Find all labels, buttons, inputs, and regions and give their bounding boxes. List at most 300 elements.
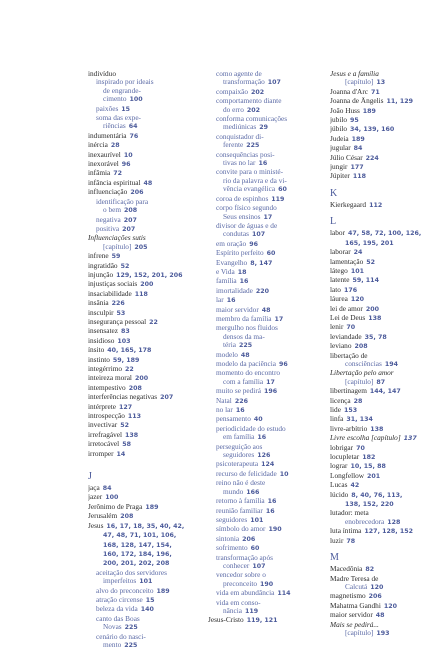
index-entry [330, 472, 434, 481]
entry-term: densos da ma- [223, 332, 265, 341]
index-entry [208, 287, 326, 296]
entry-term: ínsito [88, 346, 105, 355]
entry-page-numbers: 107 [267, 79, 281, 87]
index-entry [88, 327, 204, 336]
index-entry [330, 583, 434, 592]
entry-term: indumentária [88, 131, 127, 140]
entry-term: paixões [96, 104, 119, 113]
index-entry [88, 309, 204, 318]
entry-term: insensatez [88, 327, 118, 336]
entry-page-numbers: 13 [376, 79, 386, 87]
index-entry [330, 342, 434, 351]
entry-page-numbers: 140 [140, 606, 154, 614]
entry-page-numbers: 28 [353, 397, 363, 405]
index-entry [208, 315, 326, 324]
entry-term: linfa [330, 415, 344, 424]
index-entry [208, 97, 326, 105]
entry-term: do erro [223, 105, 244, 114]
index-entry [208, 268, 326, 277]
index-entry [208, 497, 326, 506]
index-entry [330, 565, 434, 574]
entry-term: Júlio César [330, 153, 363, 162]
entry-term: libertinagem [330, 387, 367, 396]
entry-term: mediúnicas [223, 123, 257, 132]
entry-page-numbers: 160, 172, 184, 196, [103, 550, 172, 558]
index-entry [88, 318, 204, 327]
index-entry [88, 216, 204, 225]
entry-page-numbers: 96 [121, 161, 131, 169]
entry-page-numbers: 83 [121, 328, 130, 336]
entry-term: Lucas [330, 481, 348, 490]
entry-page-numbers: 208 [124, 207, 138, 215]
index-entry [88, 623, 204, 632]
entry-page-numbers: 48 [375, 612, 385, 620]
entry-page-numbers: 168, 128, 147, 154, [103, 541, 172, 549]
entry-page-numbers: 114 [277, 590, 291, 598]
entry-page-numbers: 225 [124, 624, 138, 632]
entry-term: transformação após [216, 553, 273, 562]
entry-term: e Vida [216, 267, 235, 276]
entry-term: enobrecedora [345, 517, 385, 526]
index-entry [88, 114, 204, 122]
entry-page-numbers: 189 [145, 503, 159, 511]
entry-page-numbers: 224 [365, 154, 379, 162]
index-entry [208, 213, 326, 222]
entry-term: rio da palavra e da vi- [223, 176, 287, 185]
index-entry [330, 107, 434, 116]
index-letter-heading [330, 189, 434, 199]
index-entry [88, 365, 204, 374]
index-entry [330, 453, 434, 462]
entry-term: periodicidade do estudo [216, 424, 286, 433]
entry-page-numbers: 16 [258, 160, 268, 168]
entry-term: Judeia [330, 134, 349, 143]
entry-page-numbers: 34, 139, 160 [350, 126, 395, 134]
entry-term: identificação para [96, 197, 149, 206]
entry-term: Lei de Deus [330, 313, 366, 322]
entry-term: maior servidor [330, 611, 373, 620]
index-entry [88, 550, 204, 559]
entry-term: mento [103, 640, 122, 649]
entry-term: vência evangélica [223, 185, 276, 194]
index-entry [88, 522, 204, 531]
index-entry [88, 122, 204, 131]
index-entry [208, 277, 326, 286]
index-entry [88, 78, 204, 86]
entry-page-numbers: 40 [253, 416, 263, 424]
entry-term: laborar [330, 248, 351, 257]
entry-page-numbers: 103 [117, 337, 131, 345]
index-entry [208, 159, 326, 168]
entry-page-numbers: 101 [250, 516, 264, 524]
entry-term: Libertação pelo amor [330, 369, 394, 378]
entry-page-numbers: 17 [274, 315, 284, 323]
entry-page-numbers: 202 [251, 88, 265, 96]
entry-page-numbers: 10, 15, 88 [350, 463, 386, 471]
index-entry [88, 596, 204, 605]
entry-page-numbers: 16 [226, 297, 236, 305]
index-entry [208, 341, 326, 350]
entry-term: reino não é deste [216, 479, 266, 488]
entry-term: soma das expe- [96, 114, 141, 123]
index-entry [88, 70, 204, 78]
index-entry [208, 525, 326, 534]
entry-term: transformação [223, 78, 265, 87]
entry-page-numbers: 15 [121, 105, 131, 113]
entry-page-numbers: 225 [246, 142, 260, 150]
index-entry [208, 351, 326, 360]
index-entry [330, 201, 434, 210]
entry-term: intérprete [88, 402, 116, 411]
index-entry [330, 444, 434, 453]
entry-page-numbers: 60 [266, 250, 276, 258]
entry-term: intempestivo [88, 383, 126, 392]
entry-term: licença [330, 396, 351, 405]
entry-term: seguidores [223, 451, 255, 460]
entry-term: lide [330, 406, 341, 414]
entry-term: conforma comunicações [216, 115, 288, 124]
index-entry [208, 296, 326, 305]
index-entry [88, 541, 204, 550]
entry-term: injustiças sociais [88, 280, 138, 289]
entry-page-numbers: 16 [235, 407, 245, 415]
index-entry [88, 641, 204, 650]
entry-page-numbers: 35, 78 [364, 333, 387, 341]
index-entry [208, 535, 326, 544]
index-entry [330, 387, 434, 396]
entry-term: júbilo [330, 125, 348, 134]
entry-term: jubilo [330, 116, 348, 125]
entry-page-numbers: 70 [356, 444, 365, 452]
index-entry [330, 611, 434, 620]
index-entry [208, 333, 326, 341]
entry-page-numbers: 96 [249, 240, 258, 248]
entry-page-numbers: 194 [384, 360, 399, 368]
entry-term: no lar [216, 406, 233, 415]
index-entry [330, 369, 434, 377]
entry-page-numbers: 16 [267, 498, 277, 506]
entry-term: preconceito [223, 579, 258, 588]
index-entry [88, 290, 204, 299]
index-entry [208, 168, 326, 176]
entry-page-numbers: 59, 114 [352, 277, 379, 285]
entry-page-numbers: 138 [368, 314, 382, 322]
index-entry [88, 493, 204, 502]
entry-page-numbers: 118 [352, 173, 367, 181]
index-entry [208, 141, 326, 150]
index-entry [208, 443, 326, 451]
index-entry [208, 488, 326, 497]
entry-term: infâmia [88, 169, 111, 178]
index-entry [330, 163, 434, 172]
entry-term: Seus ensinos [223, 212, 261, 221]
entry-term: cenário do nasci- [96, 632, 146, 641]
entry-term: consequências posi- [216, 150, 275, 159]
entry-term: Macedônia [330, 565, 363, 574]
entry-term: indivíduo [88, 70, 116, 78]
index-entry [330, 518, 434, 527]
index-entry [330, 248, 434, 257]
index-entry [88, 243, 204, 252]
entry-page-numbers: 119 [271, 195, 285, 203]
entry-page-numbers: 84 [353, 145, 363, 153]
index-entry [330, 575, 434, 583]
entry-page-numbers: 119, 121 [246, 617, 278, 625]
index-entry [208, 406, 326, 415]
entry-term: locupletar [330, 453, 360, 462]
entry-page-numbers: 190 [260, 580, 274, 588]
entry-page-numbers: 120 [383, 602, 398, 610]
index-entry [88, 421, 204, 430]
entry-page-numbers: 47, 48, 71, 101, 106, [103, 532, 177, 540]
index-entry [88, 440, 204, 449]
entry-term: Natal [216, 396, 232, 405]
entry-term: negativa [96, 215, 121, 224]
entry-term: [capítulo] [345, 377, 374, 386]
index-entry [208, 580, 326, 589]
entry-page-numbers: 40, 165, 178 [107, 347, 152, 355]
entry-term: Joanna de Ângelis [330, 97, 384, 106]
index-entry [88, 160, 204, 169]
index-entry [208, 544, 326, 553]
entry-term: introspecção [88, 412, 125, 421]
index-entry [88, 95, 204, 104]
entry-page-numbers: 16 [257, 434, 267, 442]
entry-page-numbers: 225 [124, 641, 138, 649]
entry-page-numbers: 17 [263, 213, 273, 221]
entry-term: lei de amor [330, 304, 363, 313]
entry-term: jazer [88, 493, 103, 502]
entry-page-numbers: 207 [122, 225, 136, 233]
index-entry [88, 374, 204, 383]
entry-page-numbers: 59 [111, 253, 121, 261]
entry-page-numbers: 96 [278, 361, 288, 368]
entry-term: Madre Teresa de [330, 574, 379, 583]
index-entry [208, 607, 326, 616]
index-entry [330, 360, 434, 369]
index-entry [208, 204, 326, 212]
index-entry [88, 615, 204, 623]
entry-page-numbers: 14 [116, 450, 126, 458]
entry-term: Mahatma Gandhi [330, 601, 381, 610]
entry-term: [capítulo] [345, 628, 374, 637]
index-letter-heading [330, 553, 434, 563]
index-entry [208, 387, 326, 396]
entry-page-numbers: 137 [403, 435, 417, 443]
index-entry [330, 172, 434, 181]
entry-page-numbers: 107 [252, 562, 266, 570]
index-entry [208, 133, 326, 141]
entry-page-numbers: 176 [343, 286, 358, 294]
entry-term: positiva [96, 224, 120, 233]
entry-term: cimento [103, 95, 127, 104]
entry-term: em oração [216, 239, 247, 248]
entry-page-numbers: 166 [246, 488, 260, 496]
entry-page-numbers: 11, 129 [386, 98, 413, 106]
entry-term: maior servidor [216, 305, 259, 314]
entry-page-numbers: 182 [362, 454, 376, 462]
entry-term: influenciação [88, 188, 128, 197]
entry-page-numbers: 120 [350, 296, 364, 304]
entry-term: comportamento diante [216, 97, 282, 106]
entry-term: lato [330, 285, 341, 294]
entry-term: perseguição aos [216, 442, 263, 451]
index-entry [330, 144, 434, 153]
entry-term: libertação de [330, 351, 368, 360]
entry-term: Espírito perfeito [216, 249, 264, 258]
index-entry [208, 378, 326, 387]
index-entry [88, 141, 204, 150]
entry-page-numbers: 201 [367, 472, 381, 480]
entry-term: insculpir [88, 308, 114, 317]
index-entry [330, 491, 434, 500]
entry-page-numbers: 138, 152, 220 [345, 501, 394, 509]
entry-term: vida em conso- [216, 598, 261, 607]
entry-term: momento do encontro [216, 369, 281, 378]
index-entry [208, 70, 326, 78]
entry-term: Mais se pedirá... [330, 620, 379, 629]
entry-page-numbers: 207 [160, 394, 174, 402]
entry-term: com a família [223, 377, 264, 386]
letter-label: K [330, 188, 338, 199]
index-entry [88, 206, 204, 215]
entry-page-numbers: 200 [140, 281, 154, 289]
index-entry [208, 78, 326, 87]
entry-term: leviandade [330, 332, 362, 341]
entry-page-numbers: 48 [261, 306, 271, 314]
index-entry [208, 554, 326, 562]
entry-term: de engrande- [103, 86, 141, 95]
entry-term: interferências negativas [88, 393, 158, 402]
index-entry [208, 369, 326, 377]
index-entry [208, 415, 326, 424]
index-entry [330, 352, 434, 360]
index-entry [330, 314, 434, 323]
entry-term: ferente [223, 141, 244, 150]
index-entry [208, 115, 326, 123]
letter-label: M [330, 553, 339, 564]
entry-term: [capítulo] [103, 242, 132, 251]
entry-page-numbers: 72 [113, 170, 123, 178]
entry-page-numbers: 190 [268, 526, 282, 534]
entry-page-numbers: 42 [350, 482, 360, 490]
index-entry [330, 125, 434, 134]
index-entry [330, 397, 434, 406]
letter-label: J [88, 472, 92, 483]
entry-page-numbers: 206 [368, 593, 382, 601]
entry-term: símbolo do amor [216, 525, 266, 534]
entry-page-numbers: 138 [370, 425, 384, 433]
entry-page-numbers: 113 [127, 413, 142, 421]
index-entry [330, 406, 434, 415]
entry-page-numbers: 84 [102, 485, 112, 493]
index-entry [208, 599, 326, 607]
entry-page-numbers: 196 [264, 388, 278, 396]
entry-term: convite para o ministé- [216, 168, 284, 177]
index-entry [208, 451, 326, 460]
index-entry [330, 425, 434, 434]
entry-page-numbers: 127 [118, 403, 133, 411]
entry-term: retorno à família [216, 497, 265, 506]
entry-term: coroa de espinhos [216, 194, 269, 203]
index-entry [208, 616, 326, 625]
entry-term: mergulho nos fluidos [216, 324, 278, 333]
entry-term: inércia [88, 141, 108, 150]
entry-term: Novas [103, 623, 122, 632]
index-entry [330, 267, 434, 276]
index-entry [330, 621, 434, 629]
index-entry [88, 559, 204, 568]
index-entry [208, 324, 326, 332]
entry-term: irromper [88, 449, 114, 458]
index-entry [88, 188, 204, 197]
entry-term: psicoterapeuta [216, 460, 259, 469]
index-entry [208, 479, 326, 487]
index-entry [208, 88, 326, 97]
entry-page-numbers: 193 [376, 629, 390, 637]
entry-term: ingratidão [88, 261, 118, 270]
entry-term: Calcutá [345, 582, 368, 591]
entry-page-numbers: 16, 17, 18, 35, 40, 42, [106, 522, 185, 530]
index-entry [88, 503, 204, 512]
index-entry [208, 589, 326, 598]
entry-term: modelo [216, 350, 238, 359]
entry-term: aceitação dos servidores [96, 568, 167, 577]
entry-term: Evangelho [216, 258, 248, 267]
entry-term: condutas [223, 230, 249, 239]
entry-term: irretocável [88, 440, 120, 449]
entry-page-numbers: 10 [123, 151, 133, 159]
entry-page-numbers: 16 [265, 507, 275, 515]
index-entry [88, 587, 204, 596]
entry-page-numbers: 177 [350, 164, 364, 172]
entry-term: latente [330, 276, 350, 285]
index-entry [330, 509, 434, 517]
entry-page-numbers: 112 [369, 201, 383, 209]
entry-page-numbers: 22 [125, 366, 134, 373]
index-entry [330, 88, 434, 97]
index-entry [330, 116, 434, 125]
entry-page-numbers: 100 [105, 494, 119, 502]
index-entry [330, 239, 434, 248]
entry-page-numbers: 48 [143, 179, 153, 187]
entry-term: [capítulo] [345, 78, 374, 87]
index-entry [88, 459, 204, 465]
entry-page-numbers: 207 [123, 216, 137, 224]
entry-page-numbers: 200, 201, 202, 208 [103, 560, 170, 568]
entry-term: lobrigar [330, 443, 354, 452]
entry-term: invectivar [88, 421, 118, 430]
entry-page-numbers: 28 [110, 142, 120, 150]
index-letter-heading [330, 217, 434, 227]
entry-page-numbers: 119 [245, 607, 259, 615]
index-entry [208, 222, 326, 230]
entry-page-numbers: 10 [279, 470, 289, 478]
entry-page-numbers: 47, 58, 72, 100, 126, [348, 230, 422, 238]
entry-term: vida em abundância [216, 589, 275, 598]
entry-page-numbers: 16 [239, 278, 249, 286]
entry-term: inteireza moral [88, 374, 132, 383]
index-entry [88, 512, 204, 521]
entry-term: Livre escolha [capítulo] [330, 434, 401, 443]
entry-term: membro da família [216, 314, 272, 323]
index-entry [208, 360, 326, 369]
entry-page-numbers: 18 [237, 268, 247, 276]
entry-term: corpo físico segundo [216, 204, 277, 213]
index-entry [330, 462, 434, 471]
entry-term: Jesus-Cristo [208, 616, 244, 625]
index-entry [330, 78, 434, 87]
